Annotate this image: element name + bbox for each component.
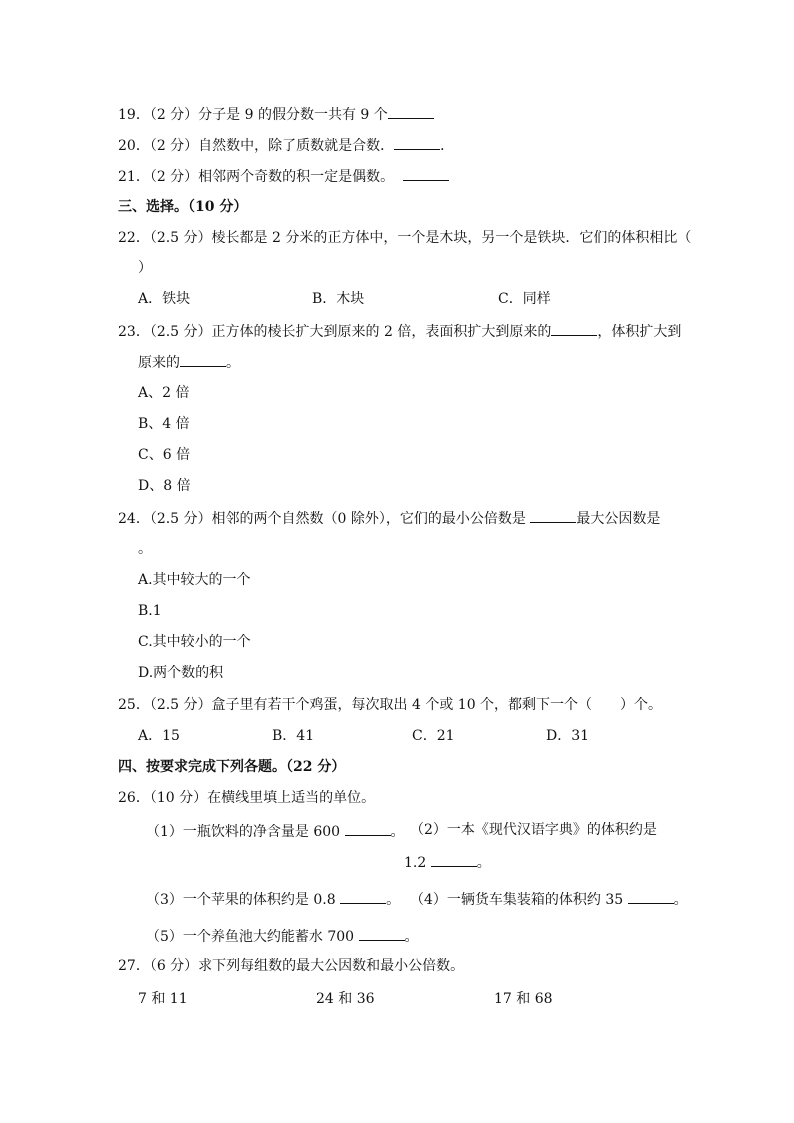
q25-option-c[interactable]: C．21 <box>412 728 455 744</box>
answer-blank[interactable] <box>530 508 576 523</box>
section-3-heading: 三、选择。（10 分） <box>118 199 248 215</box>
question-22-line2: ） <box>138 260 152 276</box>
q26-item-3-text: （3）一个苹果的体积约是 0.8 <box>146 892 336 908</box>
q26-item-1-end: 。 <box>390 824 405 840</box>
q26-item-4 <box>410 889 688 909</box>
question-23-line2 <box>138 352 240 372</box>
answer-blank[interactable] <box>345 821 391 836</box>
q26-item-4-end: 。 <box>673 892 688 908</box>
q24-option-d[interactable]: D.两个数的积 <box>138 665 224 681</box>
question-23-end: 。 <box>226 355 240 371</box>
q26-item-4-text: （4）一辆货车集装箱的体积约 35 <box>410 892 624 908</box>
question-24-text-cont: 最大公因数是 <box>576 511 661 527</box>
q24-option-c[interactable]: C.其中较小的一个 <box>138 634 251 650</box>
q25-option-a[interactable]: A．15 <box>138 728 180 744</box>
q27-pair-c: 17 和 68 <box>494 991 553 1007</box>
q26-item-5-text: （5）一个养鱼池大约能蓄水 700 <box>146 929 355 945</box>
question-23-text: 原来的 <box>138 355 180 371</box>
question-23-line1 <box>118 321 681 341</box>
q26-item-2-value: 1.2 <box>404 855 427 871</box>
q26-item-2: （2）一本《现代汉语字典》的体积约是 <box>410 822 657 838</box>
q26-item-5-end: 。 <box>404 929 419 945</box>
question-20-text: 20．（2 分）自然数中，除了质数就是合数． <box>118 138 395 154</box>
question-19-text: 19．（2 分）分子是 9 的假分数一共有 9 个 <box>118 107 388 123</box>
answer-blank[interactable] <box>431 852 477 867</box>
question-21-text: 21．（2 分）相邻两个奇数的积一定是偶数。 <box>118 169 395 185</box>
question-22-line1: 22．（2.5 分）棱长都是 2 分米的正方体中，一个是木块，另一个是铁块．它们的体积相比（ <box>118 230 692 246</box>
answer-blank[interactable] <box>403 166 449 181</box>
q26-item-1-text: （1）一瓶饮料的净含量是 600 <box>146 824 341 840</box>
q25-option-d[interactable]: D．31 <box>546 728 590 744</box>
question-20-end: ． <box>440 138 455 154</box>
answer-blank[interactable] <box>394 135 440 150</box>
q24-option-a[interactable]: A.其中较大的一个 <box>138 572 251 588</box>
question-24-line1 <box>118 508 660 528</box>
answer-blank[interactable] <box>551 321 597 336</box>
answer-blank[interactable] <box>388 104 434 119</box>
question-24-text: 24．（2.5 分）相邻的两个自然数（0 除外），它们的最小公倍数是 <box>118 511 526 527</box>
question-23-text-cont: ，体积扩大到 <box>597 324 682 340</box>
answer-blank[interactable] <box>628 889 674 904</box>
q23-option-c[interactable]: C、6 倍 <box>138 447 191 463</box>
q23-option-a[interactable]: A、2 倍 <box>138 385 190 401</box>
question-26: 26．（10 分）在横线里填上适当的单位。 <box>118 790 376 806</box>
question-19 <box>118 104 434 124</box>
question-25: 25．（2.5 分）盒子里有若干个鸡蛋，每次取出 4 个或 10 个，都剩下一个（ ）个。 <box>118 697 663 713</box>
answer-blank[interactable] <box>359 926 405 941</box>
q23-option-b[interactable]: B、4 倍 <box>138 416 190 432</box>
q27-pair-a: 7 和 11 <box>138 991 188 1007</box>
section-4-heading: 四、按要求完成下列各题。（22 分） <box>118 759 346 775</box>
q26-item-3 <box>146 889 400 909</box>
q22-option-b[interactable]: B．木块 <box>312 291 365 307</box>
question-21 <box>118 166 449 186</box>
q23-option-d[interactable]: D、8 倍 <box>138 478 191 494</box>
q26-item-1 <box>146 821 405 841</box>
q27-pair-b: 24 和 36 <box>316 991 375 1007</box>
q26-item-3-end: 。 <box>386 892 401 908</box>
q22-option-a[interactable]: A．铁块 <box>138 291 191 307</box>
q22-option-c[interactable]: C．同样 <box>498 291 551 307</box>
q26-item-5 <box>146 926 419 946</box>
question-27: 27．（6 分）求下列每组数的最大公因数和最小公倍数。 <box>118 958 465 974</box>
q25-option-b[interactable]: B．41 <box>272 728 315 744</box>
question-20 <box>118 135 454 155</box>
answer-blank[interactable] <box>340 889 386 904</box>
question-23-text: 23．（2.5 分）正方体的棱长扩大到原来的 2 倍，表面积扩大到原来的 <box>118 324 552 340</box>
q26-item-2-end: 。 <box>476 855 491 871</box>
question-24-line2: 。 <box>138 541 152 557</box>
q24-option-b[interactable]: B.1 <box>138 603 162 619</box>
answer-blank[interactable] <box>180 352 226 367</box>
q26-item-2-cont <box>404 852 491 872</box>
